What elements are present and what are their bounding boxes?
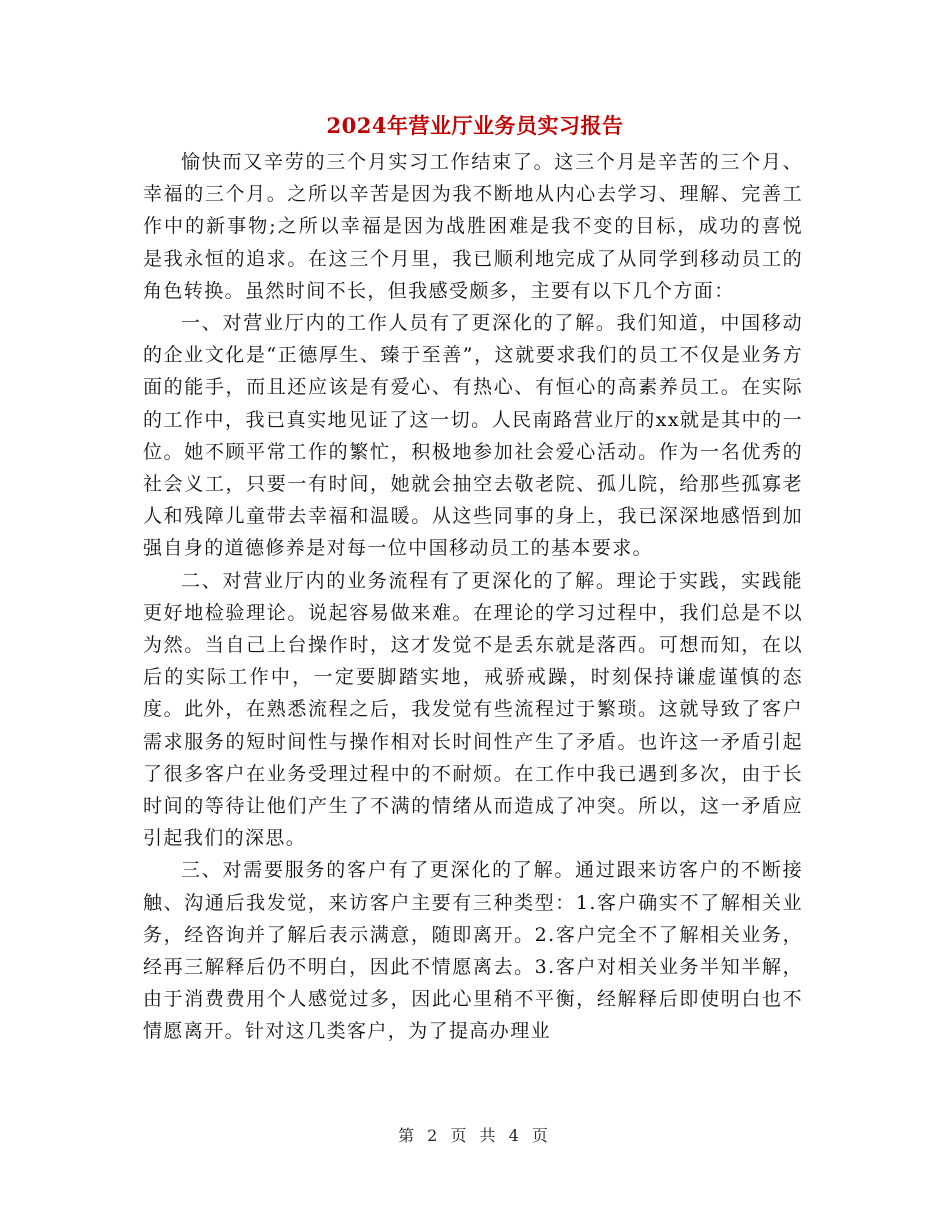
paragraph-section-1: 一、对营业厅内的工作人员有了更深化的了解。我们知道，中国移动的企业文化是“正德厚生、臻于至善”，这就要求我们的员工不仅是业务方面的能手，而且还应该是有爱心、有热心、有恒心的高素养员工。在实际的工作中，我已真实地见证了这一切。人民南路营业厅的xx就是其中的一位。她不顾平常工作的繁忙，积极地参加社会爱心活动。作为一名优秀的社会义工，只要一有时间，她就会抽空去敬老院、孤儿院，给那些孤寡老人和残障儿童带去幸福和温暖。从这些同事的身上，我已深深地感悟到加强自身的道德修养是对每一位中国移动员工的基本要求。 <box>143 312 803 560</box>
document-body <box>143 146 803 1048</box>
paragraph-section-3: 三、对需要服务的客户有了更深化的了解。通过跟来访客户的不断接触、沟通后我发觉，来访客户主要有三种类型：1.客户确实不了解相关业务，经咨询并了解后表示满意，随即离开。2.客户完全不了解相关业务，经再三解释后仍不明白，因此不情愿离去。3.客户对相关业务半知半解，由于消费费用个人感觉过多，因此心里稍不平衡，经解释后即使明白也不情愿离开。针对这几类客户，为了提高办理业 <box>143 859 803 1043</box>
page-number-footer: 第 2 页 共 4 页 <box>398 1126 552 1145</box>
paragraph-intro: 愉快而又辛劳的三个月实习工作结束了。这三个月是辛苦的三个月、幸福的三个月。之所以辛苦是因为我不断地从内心去学习、理解、完善工作中的新事物;之所以幸福是因为战胜困难是我不变的目标，成功的喜悦是我永恒的追求。在这三个月里，我已顺利地完成了从同学到移动员工的角色转换。虽然时间不长，但我感受颇多，主要有以下几个方面： <box>143 151 803 302</box>
document-title: 2024年营业厅业务员实习报告 <box>326 113 624 138</box>
paragraph-section-2: 二、对营业厅内的业务流程有了更深化的了解。理论于实践，实践能更好地检验理论。说起容易做来难。在理论的学习过程中，我们总是不以为然。当自己上台操作时，这才发觉不是丢东就是落西。可想而知，在以后的实际工作中，一定要脚踏实地，戒骄戒躁，时刻保持谦虚谨慎的态度。此外，在熟悉流程之后，我发觉有些流程过于繁琐。这就导致了客户需求服务的短时间性与操作相对长时间性产生了矛盾。也许这一矛盾引起了很多客户在业务受理过程中的不耐烦。在工作中我已遇到多次，由于长时间的等待让他们产生了不满的情绪从而造成了冲突。所以，这一矛盾应引起我们的深思。 <box>143 569 803 850</box>
